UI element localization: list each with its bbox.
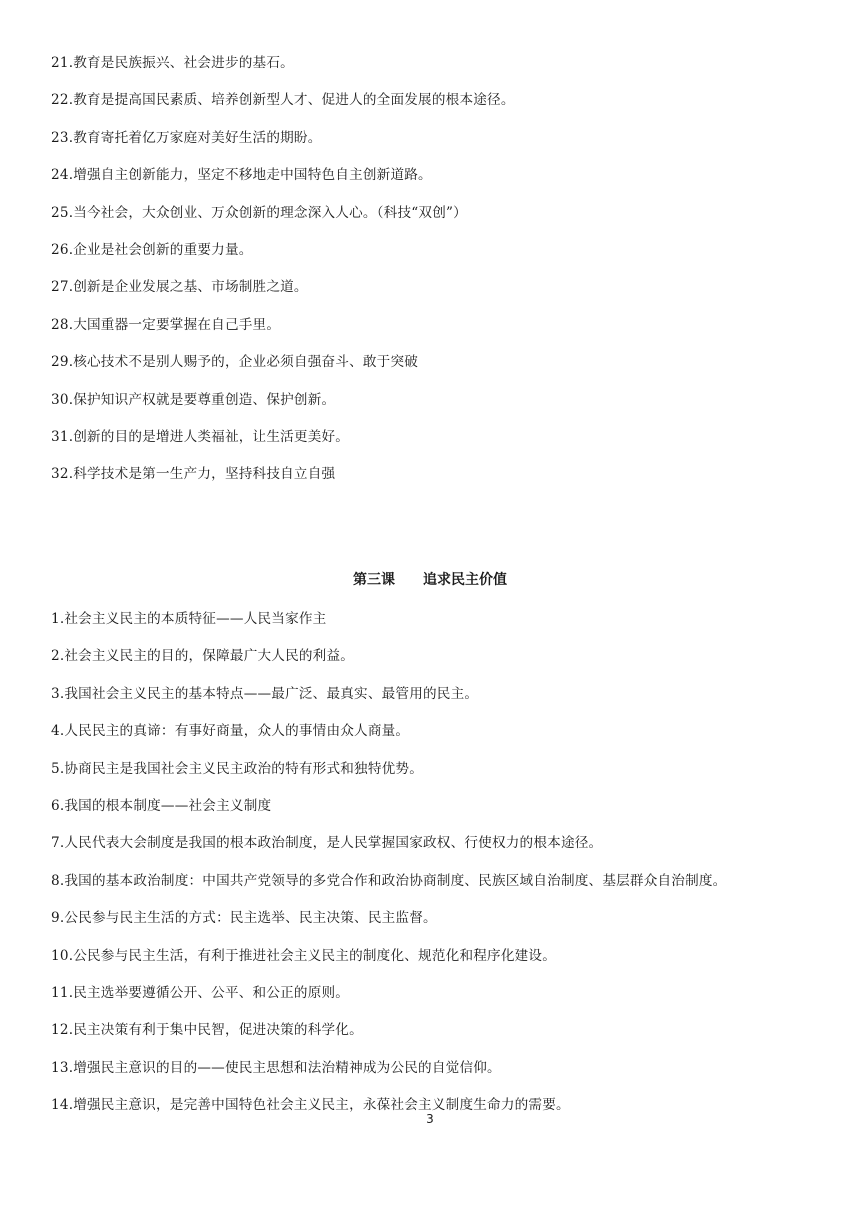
list-item: 13.增强民主意识的目的——使民主思想和法治精神成为公民的自觉信仰。 — [51, 1059, 501, 1076]
list-item: 5.协商民主是我国社会主义民主政治的特有形式和独特优势。 — [51, 760, 424, 777]
section-heading — [0, 570, 860, 590]
lesson-number: 第三课 — [353, 572, 395, 588]
page-number: 3 — [426, 1112, 434, 1126]
list-item: 11.民主选举要遵循公开、公平、和公正的原则。 — [51, 984, 350, 1001]
list-item: 4.人民民主的真谛：有事好商量，众人的事情由众人商量。 — [51, 723, 410, 740]
list-item: 28.大国重器一定要掌握在自己手里。 — [51, 316, 281, 333]
list-item: 1.社会主义民主的本质特征——人民当家作主 — [51, 611, 327, 627]
list-item: 14.增强民主意识，是完善中国特色社会主义民主，永葆社会主义制度生命力的需要。 — [51, 1097, 570, 1114]
list-item: 3.我国社会主义民主的基本特点——最广泛、最真实、最管用的民主。 — [51, 685, 479, 702]
list-item: 22.教育是提高国民素质、培养创新型人才、促进人的全面发展的根本途径。 — [51, 92, 515, 109]
point-list-section-2 — [51, 53, 841, 502]
list-item: 10.公民参与民主生活，有利于推进社会主义民主的制度化、规范化和程序化建设。 — [51, 947, 556, 964]
list-item: 29.核心技术不是别人赐予的，企业必须自强奋斗、敢于突破 — [51, 354, 419, 371]
list-item: 31.创新的目的是增进人类福祉，让生活更美好。 — [51, 428, 350, 445]
list-item: 27.创新是企业发展之基、市场制胜之道。 — [51, 279, 308, 296]
list-item: 8.我国的基本政治制度：中国共产党领导的多党合作和政治协商制度、民族区域自治制度、基层群众自治制度。 — [51, 872, 727, 889]
list-item: 9.公民参与民主生活的方式：民主选举、民主决策、民主监督。 — [51, 910, 437, 927]
list-item: 2.社会主义民主的目的，保障最广大人民的利益。 — [51, 648, 355, 665]
list-item: 7.人民代表大会制度是我国的根本政治制度，是人民掌握国家政权、行使权力的根本途径。 — [51, 835, 603, 852]
list-item: 30.保护知识产权就是要尊重创造、保护创新。 — [51, 391, 336, 408]
list-item: 6.我国的根本制度——社会主义制度 — [51, 797, 272, 814]
list-item: 24.增强自主创新能力，坚定不移地走中国特色自主创新道路。 — [51, 167, 432, 184]
list-item: 32.科学技术是第一生产力，坚持科技自立自强 — [51, 466, 336, 483]
list-item: 21.教育是民族振兴、社会进步的基石。 — [51, 55, 294, 71]
lesson-title: 追求民主价值 — [423, 572, 507, 588]
list-item: 25.当今社会，大众创业、万众创新的理念深入人心。（科技“双创”） — [51, 204, 467, 221]
list-item: 23.教育寄托着亿万家庭对美好生活的期盼。 — [51, 129, 322, 146]
point-list-section-3 — [51, 609, 841, 1132]
list-item: 26.企业是社会创新的重要力量。 — [51, 241, 253, 258]
list-item: 12.民主决策有利于集中民智，促进决策的科学化。 — [51, 1022, 363, 1039]
